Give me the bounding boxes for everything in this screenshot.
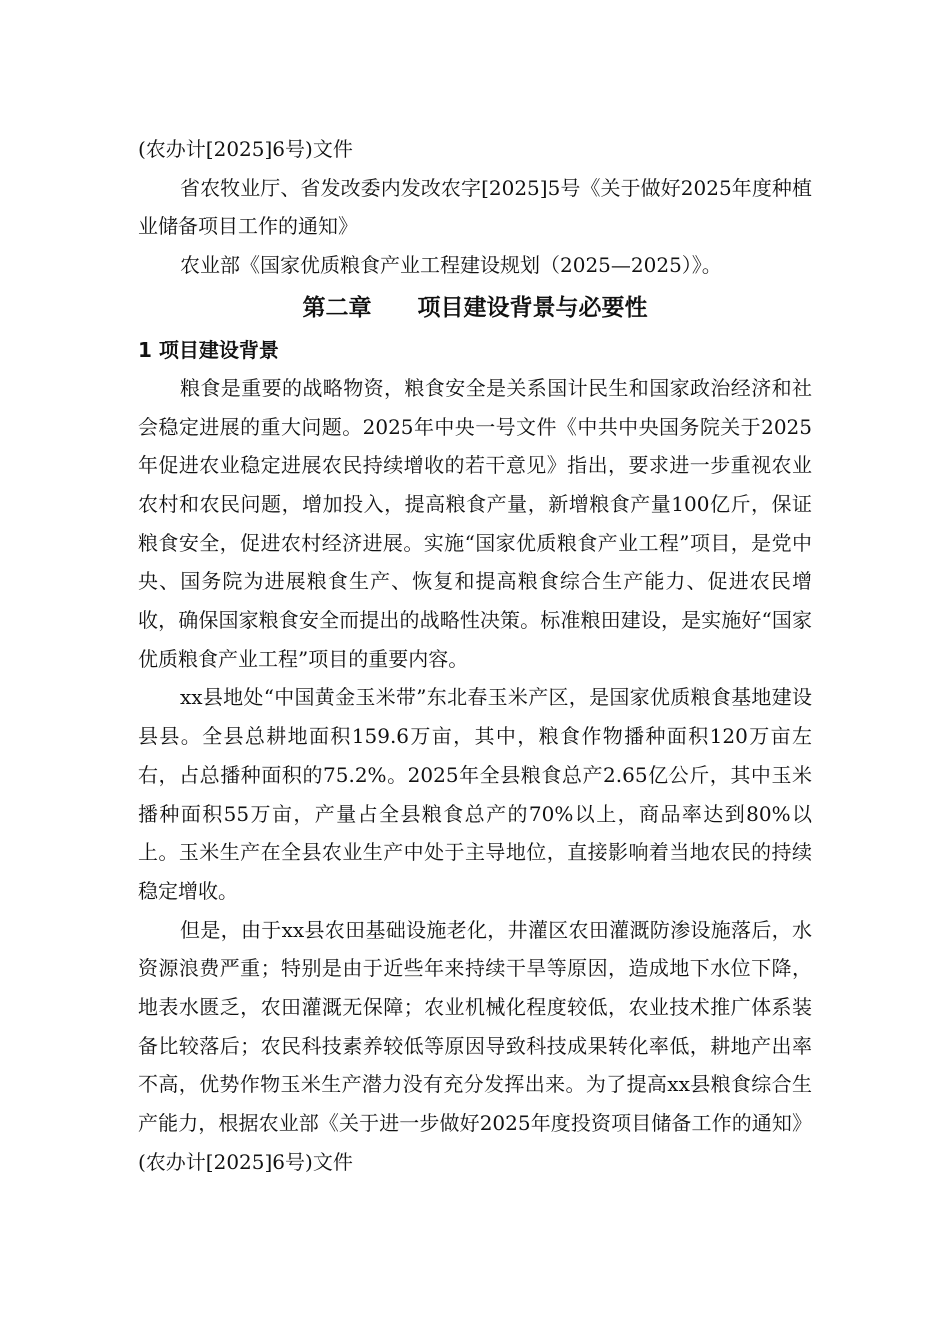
reference-plan: 农业部《国家优质粮食产业工程建设规划（2025—2025）》。: [180, 253, 722, 278]
continuation-line: (农办计[2025]6号)文件: [138, 137, 353, 161]
reference-notice: 省农牧业厅、省发改委内发改农字[2025]5号《关于做好2025年度种植业储备项目工作的通知》: [138, 175, 812, 239]
chapter-title: 第二章 项目建设背景与必要性: [302, 294, 648, 321]
document-page: [138, 130, 812, 1182]
paragraph-county-profile: xx县地处“中国黄金玉米带”东北春玉米产区，是国家优质粮食基地建设县县。全县总耕地面积159.6万亩，其中，粮食作物播种面积120万亩左右，占总播种面积的75.2%。2025年全县粮食总产2.65亿公斤，其中玉米播种面积55万亩，产量占全县粮食总产的70%以上，商品率达到80%以上。玉米生产在全县农业生产中处于主导地位，直接影响着当地农民的持续稳定增收。: [138, 685, 812, 903]
section-title: 1 项目建设背景: [138, 337, 279, 362]
paragraph-problems: 但是，由于xx县农田基础设施老化，井灌区农田灌溉防渗设施落后，水资源浪费严重；特别是由于近些年来持续干旱等原因，造成地下水位下降，地表水匮乏，农田灌溉无保障；农业机械化程度较低，农业技术推广体系装备比较落后；农民科技素养较低等原因导致科技成果转化率低，耕地产出率不高，优势作物玉米生产潜力没有充分发挥出来。为了提高xx县粮食综合生产能力，根据农业部《关于进一步做好2025年度投资项目储备工作的通知》(农办计[2025]6号)文件: [138, 917, 812, 1174]
paragraph-food-security: 粮食是重要的战略物资，粮食安全是关系国计民生和国家政治经济和社会稳定进展的重大问题。2025年中央一号文件《中共中央国务院关于2025年促进农业稳定进展农民持续增收的若干意见》指出，要求进一步重视农业农村和农民问题，增加投入，提高粮食产量，新增粮食产量100亿斤，保证粮食安全，促进农村经济进展。实施“国家优质粮食产业工程”项目，是党中央、国务院为进展粮食生产、恢复和提高粮食综合生产能力、促进农民增收，确保国家粮食安全而提出的战略性决策。标准粮田建设，是实施好“国家优质粮食产业工程”项目的重要内容。: [138, 375, 812, 671]
